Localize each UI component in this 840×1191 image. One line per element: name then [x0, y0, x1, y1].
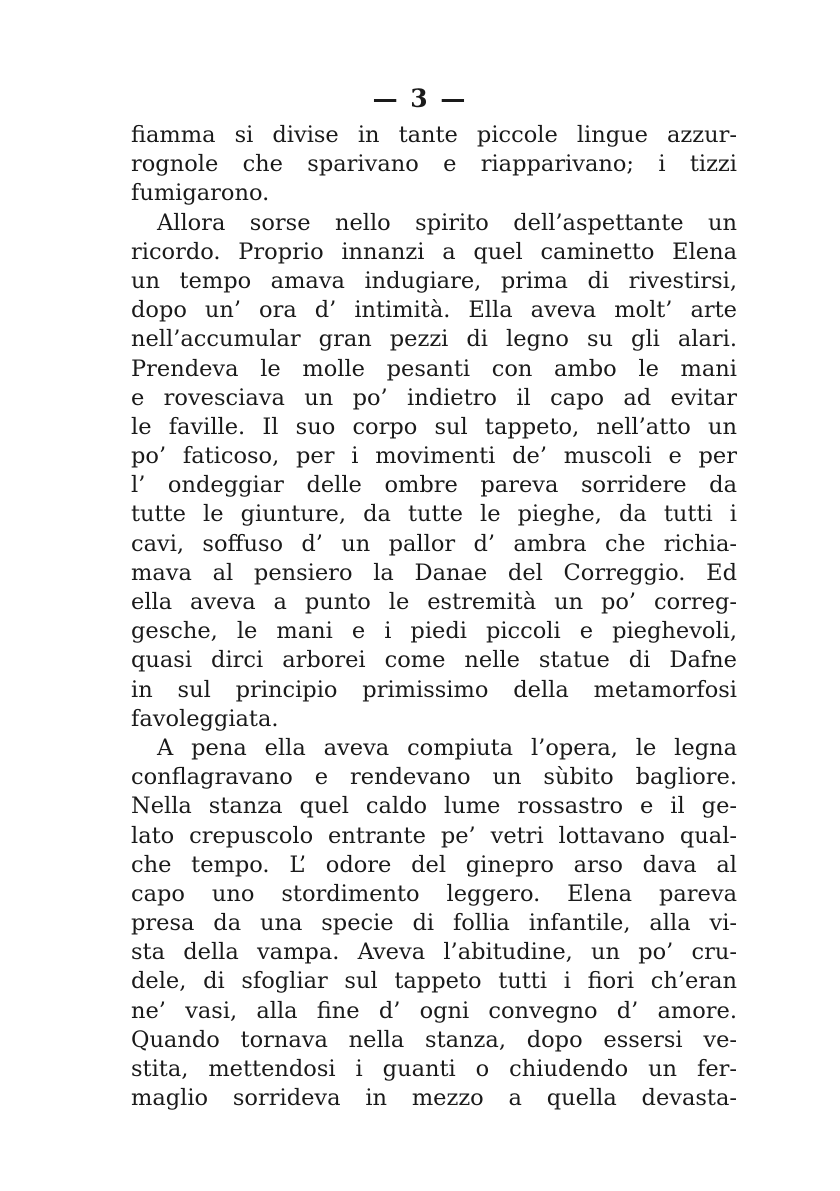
text-line: stita, mettendosi i guanti o chiudendo un fer-	[131, 1056, 737, 1082]
text-line: un tempo amava indugiare, prima di rivestirsi,	[131, 267, 737, 294]
text-line: fiamma si divise in tante piccole lingue azzur-	[131, 122, 737, 148]
text-line: po’ faticoso, per i movimenti de’ muscoli e per	[131, 443, 737, 470]
text-line: e rovesciava un po’ indietro il capo ad evitar	[131, 384, 737, 411]
text-line: sta della vampa. Aveva l’abitudine, un po’ cru-	[131, 939, 737, 966]
text-line: dele, di sfogliar sul tappeto tutti i fiori ch’eran	[131, 968, 737, 995]
text-line: quasi dirci arborei come nelle statue di Dafne	[131, 647, 737, 674]
text-line: ricordo. Proprio innanzi a quel caminetto Elena	[131, 238, 737, 265]
text-line: dopo un’ ora d’ intimità. Ella aveva molt’ arte	[131, 297, 737, 324]
text-line: A pena ella aveva compiuta l’opera, le legna	[157, 734, 737, 761]
text-line: fumigarono.	[131, 180, 270, 207]
text-line: in sul principio primissimo della metamorfosi	[131, 676, 737, 703]
text-line: gesche, le mani e i piedi piccoli e pieghevoli,	[131, 618, 737, 645]
text-line: ne’ vasi, alla fine d’ ogni convegno d’ amore.	[131, 997, 737, 1024]
text-line: presa da una specie di follia infantile, alla vi-	[131, 910, 737, 937]
text-line: ella aveva a punto le estremità un po’ correg-	[131, 589, 737, 615]
text-line: Allora sorse nello spirito dell’aspettante un	[157, 209, 737, 236]
text-line: capo uno stordimento leggero. Elena pareva	[131, 880, 737, 907]
text-line: Prendeva le molle pesanti con ambo le mani	[131, 355, 737, 382]
text-line: l’ ondeggiar delle ombre pareva sorridere da	[131, 472, 737, 499]
text-line: le faville. Il suo corpo sul tappeto, nell’atto un	[131, 413, 737, 440]
text-line: maglio sorrideva in mezzo a quella devasta-	[131, 1085, 737, 1112]
text-line: rognole che sparivano e riapparivano; i tizzi	[131, 151, 737, 178]
page-number: — 3 —	[372, 84, 468, 113]
text-line: conflagravano e rendevano un sùbito bagliore.	[131, 764, 737, 791]
text-line: nell’accumular gran pezzi di legno su gli alari.	[131, 326, 737, 353]
text-line: Quando tornava nella stanza, dopo essersi ve-	[131, 1026, 737, 1053]
text-line: Nella stanza quel caldo lume rossastro e il ge-	[131, 793, 737, 820]
text-line: cavi, soffuso d’ un pallor d’ ambra che richia-	[131, 530, 737, 557]
text-line: tutte le giunture, da tutte le pieghe, da tutti i	[131, 501, 737, 528]
text-line: lato crepuscolo entrante pe’ vetri lottavano qual-	[131, 822, 737, 849]
text-line: che tempo. L’ odore del ginepro arso dava al	[131, 851, 737, 878]
body-text	[131, 121, 737, 1113]
text-line: favoleggiata.	[131, 705, 279, 732]
text-line: mava al pensiero la Danae del Correggio. Ed	[131, 559, 737, 586]
